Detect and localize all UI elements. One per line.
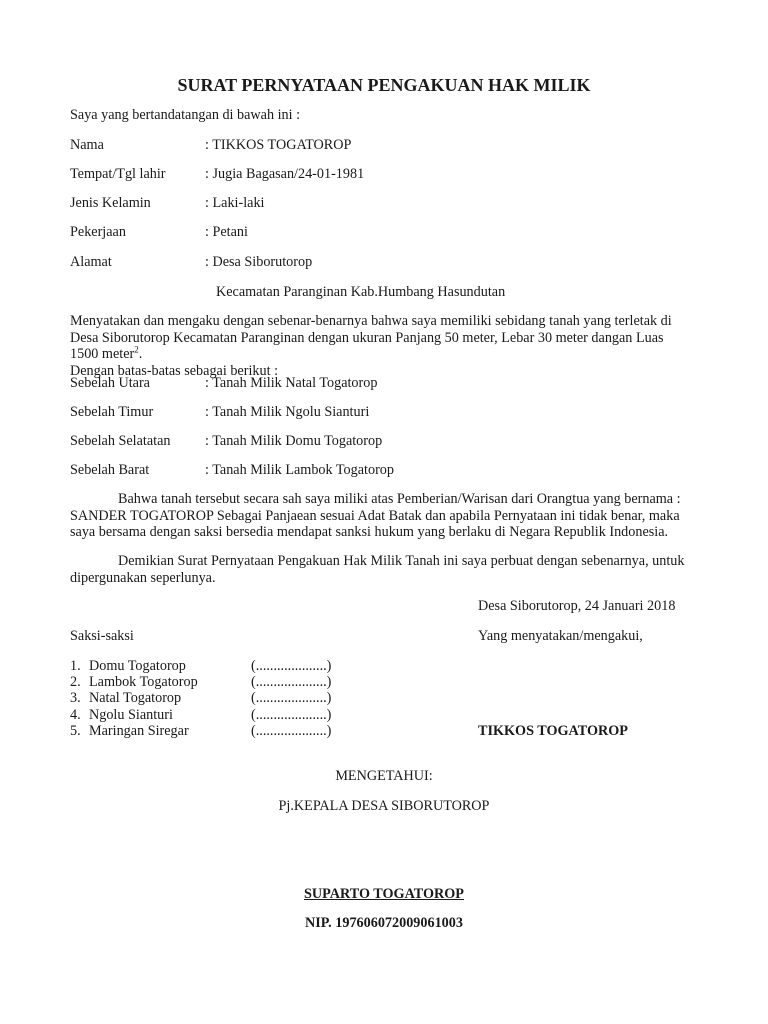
statement-superscript: 2 (134, 344, 139, 355)
witness-num: 1. (70, 658, 81, 674)
document-title: SURAT PERNYATAAN PENGAKUAN HAK MILIK (177, 75, 591, 95)
identity-value-nama: : TIKKOS TOGATOROP (205, 137, 352, 153)
intro-text: Saya yang bertandatangan di bawah ini : (70, 107, 301, 123)
witness-num: 4. (70, 707, 81, 723)
identity-label-address: Alamat (70, 254, 112, 270)
witness-signature: (....................) (251, 674, 332, 690)
identity-value-gender: : Laki-laki (205, 195, 265, 211)
witness-signature: (....................) (251, 658, 332, 674)
boundary-value-east: : Tanah Milik Ngolu Sianturi (205, 404, 370, 420)
identity-label-job: Pekerjaan (70, 224, 126, 240)
identity-label-gender: Jenis Kelamin (70, 195, 151, 211)
witness-num: 3. (70, 690, 81, 706)
identity-value-address: : Desa Siborutorop (205, 254, 313, 270)
address-line-2: Kecamatan Paranginan Kab.Humbang Hasundutan (216, 284, 506, 300)
witness-signature: (....................) (251, 707, 332, 723)
witness-name: Natal Togatorop (89, 690, 182, 706)
acknowledged-label: MENGETAHUI: (335, 768, 433, 784)
boundary-label-south: Sebelah Selatatan (70, 433, 171, 449)
boundary-label-east: Sebelah Timur (70, 404, 154, 420)
official-nip: NIP. 197606072009061003 (305, 915, 463, 931)
witness-name: Ngolu Sianturi (89, 707, 173, 723)
statement-main: Menyatakan dan mengaku dengan sebenar-benarnya bahwa saya memiliki sebidang tanah yang terletak di Desa Siborutorop Kecamatan Paranginan dengan ukuran Panjang 50 meter, Lebar 30 meter dangan Luas 1500 meter (70, 313, 672, 362)
witness-num: 5. (70, 723, 81, 739)
official-name-text: SUPARTO TOGATOROP (304, 886, 464, 902)
origin-paragraph: Bahwa tanah tersebut secara sah saya miliki atas Pemberian/Warisan dari Orangtua yang bernama : SANDER TOGATOROP Sebagai Panjaean sesuai Adat Batak dan apabila Pernyataan ini tidak benar, maka saya bersama dengan saksi bersedia mendapat sanksi hukum yang berlaku di Negara Republik Indonesia. (70, 491, 681, 540)
boundary-value-north: : Tanah Milik Natal Togatorop (205, 375, 378, 391)
identity-value-birth: : Jugia Bagasan/24-01-1981 (205, 166, 365, 182)
witness-name: Lambok Togatorop (89, 674, 198, 690)
identity-value-job: : Petani (205, 224, 248, 240)
boundary-label-north: Sebelah Utara (70, 375, 150, 391)
witness-name: Maringan Siregar (89, 723, 189, 739)
boundary-value-south: : Tanah Milik Domu Togatorop (205, 433, 383, 449)
statement-line3: Dengan batas-batas sebagai berikut : (70, 362, 279, 379)
statement-paragraph (70, 313, 690, 379)
witness-name: Domu Togatorop (89, 658, 186, 674)
boundary-value-west: : Tanah Milik Lambok Togatorop (205, 462, 394, 478)
place-date: Desa Siborutorop, 24 Januari 2018 (478, 598, 676, 614)
declarant-heading: Yang menyatakan/mengakui, (478, 628, 643, 644)
statement-end: . (138, 346, 143, 362)
witness-signature: (....................) (251, 723, 332, 739)
witness-heading: Saksi-saksi (70, 628, 134, 644)
identity-label-nama: Nama (70, 137, 104, 153)
boundary-label-west: Sebelah Barat (70, 462, 150, 478)
official-name (0, 886, 768, 902)
closing-paragraph: Demikian Surat Pernyataan Pengakuan Hak Milik Tanah ini saya perbuat dengan sebenarnya, untuk dipergunakan seperlunya. (70, 553, 685, 586)
official-title: Pj.KEPALA DESA SIBORUTOROP (278, 798, 490, 814)
identity-label-birth: Tempat/Tgl lahir (70, 166, 166, 182)
witness-signature: (....................) (251, 690, 332, 706)
witness-num: 2. (70, 674, 81, 690)
declarant-name: TIKKOS TOGATOROP (478, 723, 628, 739)
